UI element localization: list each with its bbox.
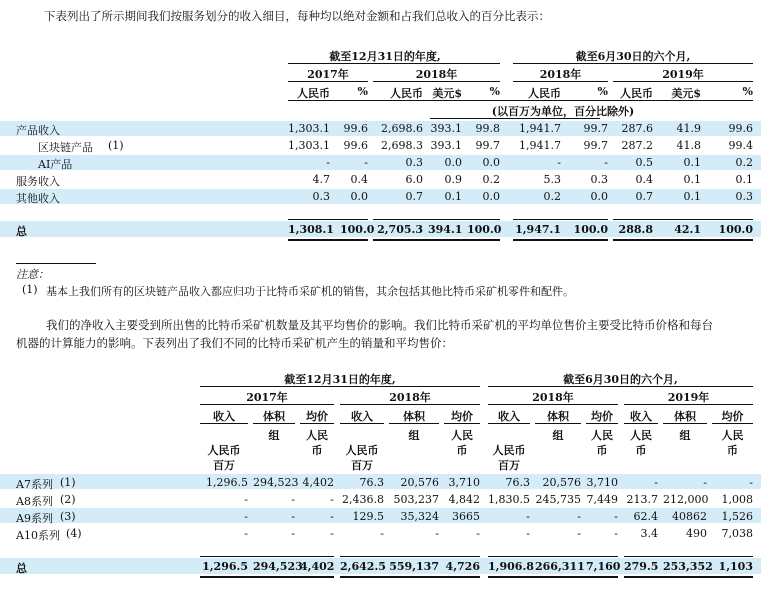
- total-cell: 559,137: [389, 560, 439, 573]
- table-cell: 1,941.7: [519, 139, 561, 152]
- unit-label: 组: [408, 429, 420, 442]
- unit-label: 组: [268, 429, 280, 442]
- total-rule: [200, 556, 334, 557]
- total-cell: 100.0: [467, 223, 502, 236]
- total-label: 总: [16, 225, 27, 238]
- table-cell: 99.6: [343, 122, 368, 135]
- table-cell: 99.7: [475, 139, 500, 152]
- unit-label: 币: [727, 444, 738, 457]
- table-cell: -: [291, 527, 295, 540]
- table-cell: 1,008: [721, 493, 753, 506]
- total-cell: 2,705.3: [377, 223, 423, 236]
- col-header-rule: [444, 423, 480, 424]
- total-double-rule: [340, 576, 480, 578]
- col-header: %: [597, 85, 608, 98]
- table-cell: 212,000: [663, 493, 709, 506]
- unit-label: 人民币: [345, 444, 379, 457]
- table-cell: 294,523: [253, 476, 299, 489]
- row-label: A9系列: [16, 512, 53, 525]
- total-label: 总: [16, 562, 27, 575]
- table-cell: -: [703, 476, 707, 489]
- year-rule: [200, 404, 334, 405]
- total-cell: 100.0: [718, 223, 753, 236]
- total-double-rule: [288, 239, 368, 241]
- table-cell: 0.3: [735, 190, 753, 203]
- table-cell: 5.3: [543, 173, 561, 186]
- row-note: (3): [60, 510, 76, 523]
- unit-note: (以百万为单位，百分比除外): [491, 105, 635, 118]
- row-label: AI产品: [38, 158, 73, 171]
- unit-label: 百万: [498, 459, 520, 472]
- table-cell: 213.7: [626, 493, 658, 506]
- table-cell: 62.4: [633, 510, 658, 523]
- col-header-rule: [300, 423, 334, 424]
- total-cell: 1,947.1: [515, 223, 561, 236]
- unit-label: 人民: [306, 429, 328, 442]
- year-rule: [373, 81, 500, 82]
- total-rule: [513, 219, 608, 220]
- col-header: %: [489, 85, 500, 98]
- table-cell: 0.1: [444, 190, 462, 203]
- total-cell: 100.0: [573, 223, 608, 236]
- table-cell: 0.3: [405, 156, 423, 169]
- notes-rule: [16, 263, 96, 264]
- col-header-rule: [200, 423, 248, 424]
- col-header: 收入: [630, 410, 652, 423]
- row-note: (1): [60, 476, 76, 489]
- year-header: 2017年: [246, 391, 288, 404]
- table-cell: 245,735: [535, 493, 581, 506]
- year-rule: [513, 81, 608, 82]
- year-header: 2019年: [662, 68, 704, 81]
- table-cell: 1,941.7: [519, 122, 561, 135]
- table-cell: 76.3: [505, 476, 530, 489]
- table-cell: 0.0: [482, 190, 500, 203]
- table-cell: 2,436.8: [342, 493, 384, 506]
- total-rule: [340, 556, 480, 557]
- total-cell: 2,642.5: [340, 560, 386, 573]
- table-cell: 7,038: [721, 527, 753, 540]
- notes-title: 注意：: [16, 268, 49, 281]
- col-header: %: [357, 85, 368, 98]
- col-header: 均价: [451, 410, 473, 423]
- table-cell: 1,526: [721, 510, 753, 523]
- table-cell: 0.3: [312, 190, 330, 203]
- total-double-rule: [613, 239, 753, 241]
- total-rule: [373, 219, 500, 220]
- row-label: 其他收入: [16, 192, 60, 205]
- total-cell: 1,308.1: [288, 223, 334, 236]
- total-double-rule: [513, 239, 608, 241]
- col-header-rule: [340, 423, 384, 424]
- table-cell: 0.2: [735, 156, 753, 169]
- total-cell: 1,906.8: [488, 560, 534, 573]
- table-cell: 0.0: [444, 156, 462, 169]
- para-line: 我们的净收入主要受到所出售的比特币采矿机数量及其平均售价的影响。我们比特币采矿机的平均单位售价主要受比特币价格和每台: [46, 318, 713, 332]
- col-header: 体积: [674, 410, 696, 423]
- col-header: 体积: [263, 410, 285, 423]
- table-cell: -: [244, 510, 248, 523]
- table-cell: 0.2: [482, 173, 500, 186]
- table-cell: 1,303.1: [288, 122, 330, 135]
- note-marker: (1): [22, 283, 38, 296]
- table-cell: -: [476, 527, 480, 540]
- table-cell: -: [326, 156, 330, 169]
- table-cell: 41.9: [676, 122, 701, 135]
- total-cell: 294,523: [253, 560, 303, 573]
- col-header-rule: [389, 423, 439, 424]
- total-cell: 1,103: [718, 560, 753, 573]
- col-header-rule: [586, 423, 618, 424]
- total-cell: 288.8: [618, 223, 653, 236]
- unit-label: 百万: [351, 459, 373, 472]
- table-cell: -: [614, 527, 618, 540]
- period-h1-header: 截至6月30日的六个月,: [575, 50, 691, 63]
- table-cell: 4.7: [312, 173, 330, 186]
- table-cell: 0.4: [350, 173, 368, 186]
- table-cell: -: [749, 476, 753, 489]
- table-cell: 287.6: [621, 122, 653, 135]
- col-header: 收入: [213, 410, 235, 423]
- total-cell: 7,160: [586, 560, 621, 573]
- total-cell: 42.1: [674, 223, 701, 236]
- table-cell: 40862: [672, 510, 707, 523]
- col-header: 人民币: [620, 87, 653, 100]
- table-cell: 3.4: [640, 527, 658, 540]
- table-cell: 1,303.1: [288, 139, 330, 152]
- total-cell: 266,311: [535, 560, 585, 573]
- table-cell: 0.0: [590, 190, 608, 203]
- table-cell: 3,710: [586, 476, 618, 489]
- period-fy-header: 截至12月31日的年度,: [329, 50, 441, 63]
- table-cell: 99.6: [343, 139, 368, 152]
- col-header: 人民币: [390, 87, 423, 100]
- table-cell: -: [435, 527, 439, 540]
- total-double-rule: [488, 576, 618, 578]
- table-cell: -: [526, 510, 530, 523]
- col-header-rule: [624, 423, 658, 424]
- table-cell: -: [291, 493, 295, 506]
- period-fy-header: 截至12月31日的年度,: [284, 373, 396, 386]
- table-cell: 0.3: [590, 173, 608, 186]
- col-header: 收入: [498, 410, 520, 423]
- table-cell: 0.0: [482, 156, 500, 169]
- total-cell: 4,726: [445, 560, 480, 573]
- table-cell: -: [244, 493, 248, 506]
- total-rule: [624, 556, 753, 557]
- year-header: 2017年: [307, 68, 349, 81]
- table-cell: 0.1: [735, 173, 753, 186]
- table-cell: -: [577, 527, 581, 540]
- total-rule: [488, 556, 618, 557]
- year-rule: [340, 404, 480, 405]
- row-note: (1): [108, 139, 124, 152]
- year-rule: [624, 404, 753, 405]
- year-header: 2018年: [415, 68, 458, 81]
- table-cell: 3,710: [448, 476, 480, 489]
- table-cell: 35,324: [400, 510, 439, 523]
- table-cell: 503,237: [393, 493, 439, 506]
- col-header-rule: [712, 423, 753, 424]
- unit-rule: [430, 118, 600, 119]
- row-label: 产品收入: [16, 124, 60, 137]
- table-cell: 1,296.5: [206, 476, 248, 489]
- table-cell: 99.4: [728, 139, 753, 152]
- total-cell: 279.5: [624, 560, 659, 573]
- period-h1-header: 截至6月30日的六个月,: [563, 373, 678, 386]
- total-cell: 394.1: [428, 223, 463, 236]
- table-cell: 2,698.3: [381, 139, 423, 152]
- total-cell: 4,402: [300, 560, 335, 573]
- table-cell: -: [291, 510, 295, 523]
- table-cell: -: [604, 156, 608, 169]
- table-cell: 0.7: [405, 190, 423, 203]
- table-cell: -: [244, 527, 248, 540]
- total-rule: [613, 219, 753, 220]
- table-cell: -: [577, 510, 581, 523]
- unit-label: 人民: [630, 429, 652, 442]
- unit-label: 币: [311, 444, 323, 457]
- total-double-rule: [200, 576, 334, 578]
- table-cell: -: [330, 493, 334, 506]
- year-header: 2018年: [389, 391, 431, 404]
- table-cell: 0.1: [683, 190, 701, 203]
- col-header: 美元$: [432, 87, 462, 100]
- col-header: 体积: [547, 410, 569, 423]
- year-header: 2019年: [667, 391, 710, 404]
- subhead-rule: [288, 100, 753, 101]
- total-rule: [288, 219, 368, 220]
- col-header-rule: [253, 423, 295, 424]
- table-cell: -: [330, 527, 334, 540]
- table-cell: 287.2: [621, 139, 653, 152]
- table-cell: 490: [686, 527, 707, 540]
- unit-label: 币: [456, 444, 468, 457]
- table-cell: 41.8: [676, 139, 701, 152]
- table-cell: -: [364, 156, 368, 169]
- unit-label: 人民: [591, 429, 613, 442]
- total-double-rule: [373, 239, 500, 241]
- table-cell: 1,830.5: [488, 493, 530, 506]
- unit-label: 币: [596, 444, 608, 457]
- table-cell: -: [380, 527, 384, 540]
- col-header: 均价: [306, 410, 328, 423]
- table-cell: 20,576: [400, 476, 439, 489]
- table-cell: 393.1: [430, 122, 462, 135]
- table-cell: 3665: [452, 510, 480, 523]
- header-rule: [200, 386, 480, 387]
- table-cell: -: [330, 510, 334, 523]
- row-note: (4): [66, 527, 82, 540]
- table-cell: 4,842: [448, 493, 480, 506]
- year-header: 2018年: [539, 68, 582, 81]
- year-rule: [488, 404, 618, 405]
- row-label: 服务收入: [16, 175, 60, 188]
- header-rule: [488, 386, 753, 387]
- col-header: 体积: [403, 410, 425, 423]
- note-text: 基本上我们所有的区块链产品收入都应归功于比特币采矿机的销售，其余包括其他比特币采矿机零件和配件。: [46, 285, 574, 298]
- intro-text: 下表列出了所示期间我们按服务划分的收入细目，每种均以绝对金额和占我们总收入的百分比表示：: [44, 9, 550, 23]
- table-cell: 129.5: [352, 510, 384, 523]
- total-cell: 1,296.5: [202, 560, 248, 573]
- col-header: 人民币: [528, 87, 561, 100]
- table-cell: 0.0: [350, 190, 368, 203]
- row-label: A8系列: [16, 495, 53, 508]
- table-cell: 99.8: [475, 122, 500, 135]
- header-rule: [513, 63, 753, 64]
- table-cell: 0.5: [635, 156, 653, 169]
- table-cell: 76.3: [359, 476, 384, 489]
- table-cell: 4,402: [302, 476, 334, 489]
- table-cell: -: [526, 527, 530, 540]
- row-label: A10系列: [16, 529, 60, 542]
- total-cell: 253,352: [663, 560, 713, 573]
- table-cell: 20,576: [542, 476, 581, 489]
- table-cell: 0.1: [683, 156, 701, 169]
- total-cell: 100.0: [340, 223, 375, 236]
- unit-label: 人民: [721, 429, 744, 442]
- unit-label: 百万: [213, 459, 235, 472]
- year-header: 2018年: [532, 391, 574, 404]
- table-cell: 0.4: [635, 173, 653, 186]
- unit-label: 组: [552, 429, 564, 442]
- table-cell: 393.1: [430, 139, 462, 152]
- year-rule: [613, 81, 753, 82]
- table-cell: 0.2: [543, 190, 561, 203]
- table-cell: 7,449: [586, 493, 618, 506]
- table-cell: 0.7: [635, 190, 653, 203]
- para-line: 机器的计算能力的影响。下表列出了我们不同的比特币采矿机产生的销量和平均售价：: [16, 336, 453, 350]
- unit-label: 币: [635, 444, 647, 457]
- col-header: %: [742, 85, 753, 98]
- header-rule: [288, 63, 500, 64]
- col-header-rule: [488, 423, 530, 424]
- table-cell: 99.7: [583, 122, 608, 135]
- col-header: 均价: [721, 410, 744, 423]
- col-header: 收入: [351, 410, 373, 423]
- table-cell: -: [614, 510, 618, 523]
- unit-label: 人民币: [207, 444, 241, 457]
- col-header-rule: [663, 423, 707, 424]
- table-cell: 0.1: [683, 173, 701, 186]
- unit-label: 人民: [451, 429, 473, 442]
- col-header: 人民币: [297, 87, 330, 100]
- row-label: 区块链产品: [38, 141, 93, 154]
- table-cell: 99.6: [728, 122, 753, 135]
- row-label: A7系列: [16, 478, 53, 491]
- total-double-rule: [624, 576, 753, 578]
- table-cell: 2,698.6: [381, 122, 423, 135]
- table-cell: -: [654, 476, 658, 489]
- table-cell: 99.7: [583, 139, 608, 152]
- year-rule: [288, 81, 368, 82]
- table-cell: 0.9: [444, 173, 462, 186]
- col-header-rule: [535, 423, 581, 424]
- unit-label: 组: [679, 429, 691, 442]
- unit-label: 人民币: [492, 444, 526, 457]
- table-cell: 6.0: [405, 173, 423, 186]
- col-header: 均价: [591, 410, 613, 423]
- table-cell: -: [557, 156, 561, 169]
- row-note: (2): [60, 493, 76, 506]
- col-header: 美元$: [671, 87, 701, 100]
